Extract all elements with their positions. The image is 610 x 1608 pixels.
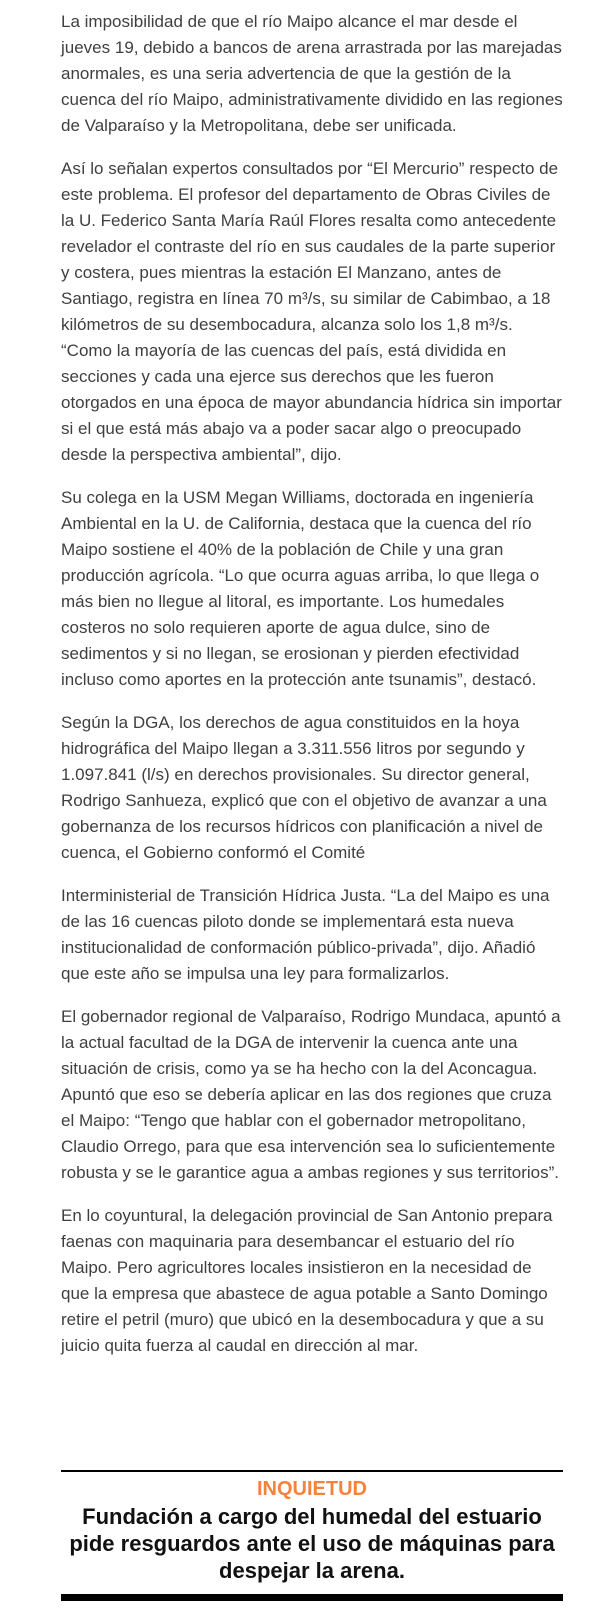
footer-headline: Fundación a cargo del humedal del estuario pide resguardos ante el uso de máquinas para despejar la arena.	[69, 1504, 555, 1583]
bottom-bar	[61, 1594, 563, 1601]
section-kicker: INQUIETUD	[257, 1478, 367, 1500]
paragraph-5: Interministerial de Transición Hídrica Justa. “La del Maipo es una de las 16 cuencas piloto donde se implementará esta nueva institucionalidad de conformación público-privada”, dijo. Añadió que este año se impulsa una ley para formalizarlos.	[61, 886, 550, 983]
paragraph-2: Así lo señalan expertos consultados por “El Mercurio” respecto de este problema. El profesor del departamento de Obras Civiles de la U. Federico Santa María Raúl Flores resalta como antecedente revelador el contraste del río en sus caudales de la parte superior y costera, pues mientras la estación El Manzano, antes de Santiago, registra en línea 70 m³/s, su similar de Cabimbao, a 18 kilómetros de su desembocadura, alcanza solo los 1,8 m³/s. “Como la mayoría de las cuencas del país, está dividida en secciones y cada una ejerce sus derechos que les fueron otorgados en una época de mayor abundancia hídrica sin importar si el que está más abajo va a poder sacar algo o preocupado desde la perspectiva ambiental”, dijo.	[61, 159, 562, 464]
paragraph-4: Según la DGA, los derechos de agua constituidos en la hoya hidrográfica del Maipo llegan a 3.311.556 litros por segundo y 1.097.841 (l/s) en derechos provisionales. Su director general, Rodrigo Sanhueza, explicó que con el objetivo de avanzar a una gobernanza de los recursos hídricos con planificación a nivel de cuenca, el Gobierno conformó el Comité	[61, 713, 547, 862]
divider-line	[61, 1470, 563, 1472]
paragraph-7: En lo coyuntural, la delegación provincial de San Antonio prepara faenas con maquinaria para desembancar el estuario del río Maipo. Pero agricultores locales insistieron en la necesidad de que la empresa que abastece de agua potable a Santo Domingo retire el petril (muro) que ubicó en la desembocadura y que a su juicio quita fuerza al caudal en dirección al mar.	[61, 1206, 553, 1355]
paragraph-1: La imposibilidad de que el río Maipo alcance el mar desde el jueves 19, debido a bancos de arena arrastrada por las marejadas anormales, es una seria advertencia de que la gestión de la cuenca del río Maipo, administrativamente dividido en las regiones de Valparaíso y la Metropolitana, debe ser unificada.	[61, 12, 563, 135]
paragraph-6: El gobernador regional de Valparaíso, Rodrigo Mundaca, apuntó a la actual facultad de la DGA de intervenir la cuenca ante una situación de crisis, como ya se ha hecho con la del Aconcagua. Apuntó que eso se debería aplicar en las dos regiones que cruza el Maipo: “Tengo que hablar con el gobernador metropolitano, Claudio Orrego, para que esa intervención sea lo suficientemente robusta y se le garantice agua a ambas regiones y sus territorios”.	[61, 1007, 561, 1182]
footer-section	[61, 1470, 563, 1601]
paragraph-3: Su colega en la USM Megan Williams, doctorada en ingeniería Ambiental en la U. de California, destaca que la cuenca del río Maipo sostiene el 40% de la población de Chile y una gran producción agrícola. “Lo que ocurra aguas arriba, lo que llega o más bien no llegue al litoral, es importante. Los humedales costeros no solo requieren aporte de agua dulce, sino de sedimentos y si no llegan, se erosionan y pierden efectividad incluso como aportes en la protección ante tsunamis”, destacó.	[61, 488, 540, 689]
